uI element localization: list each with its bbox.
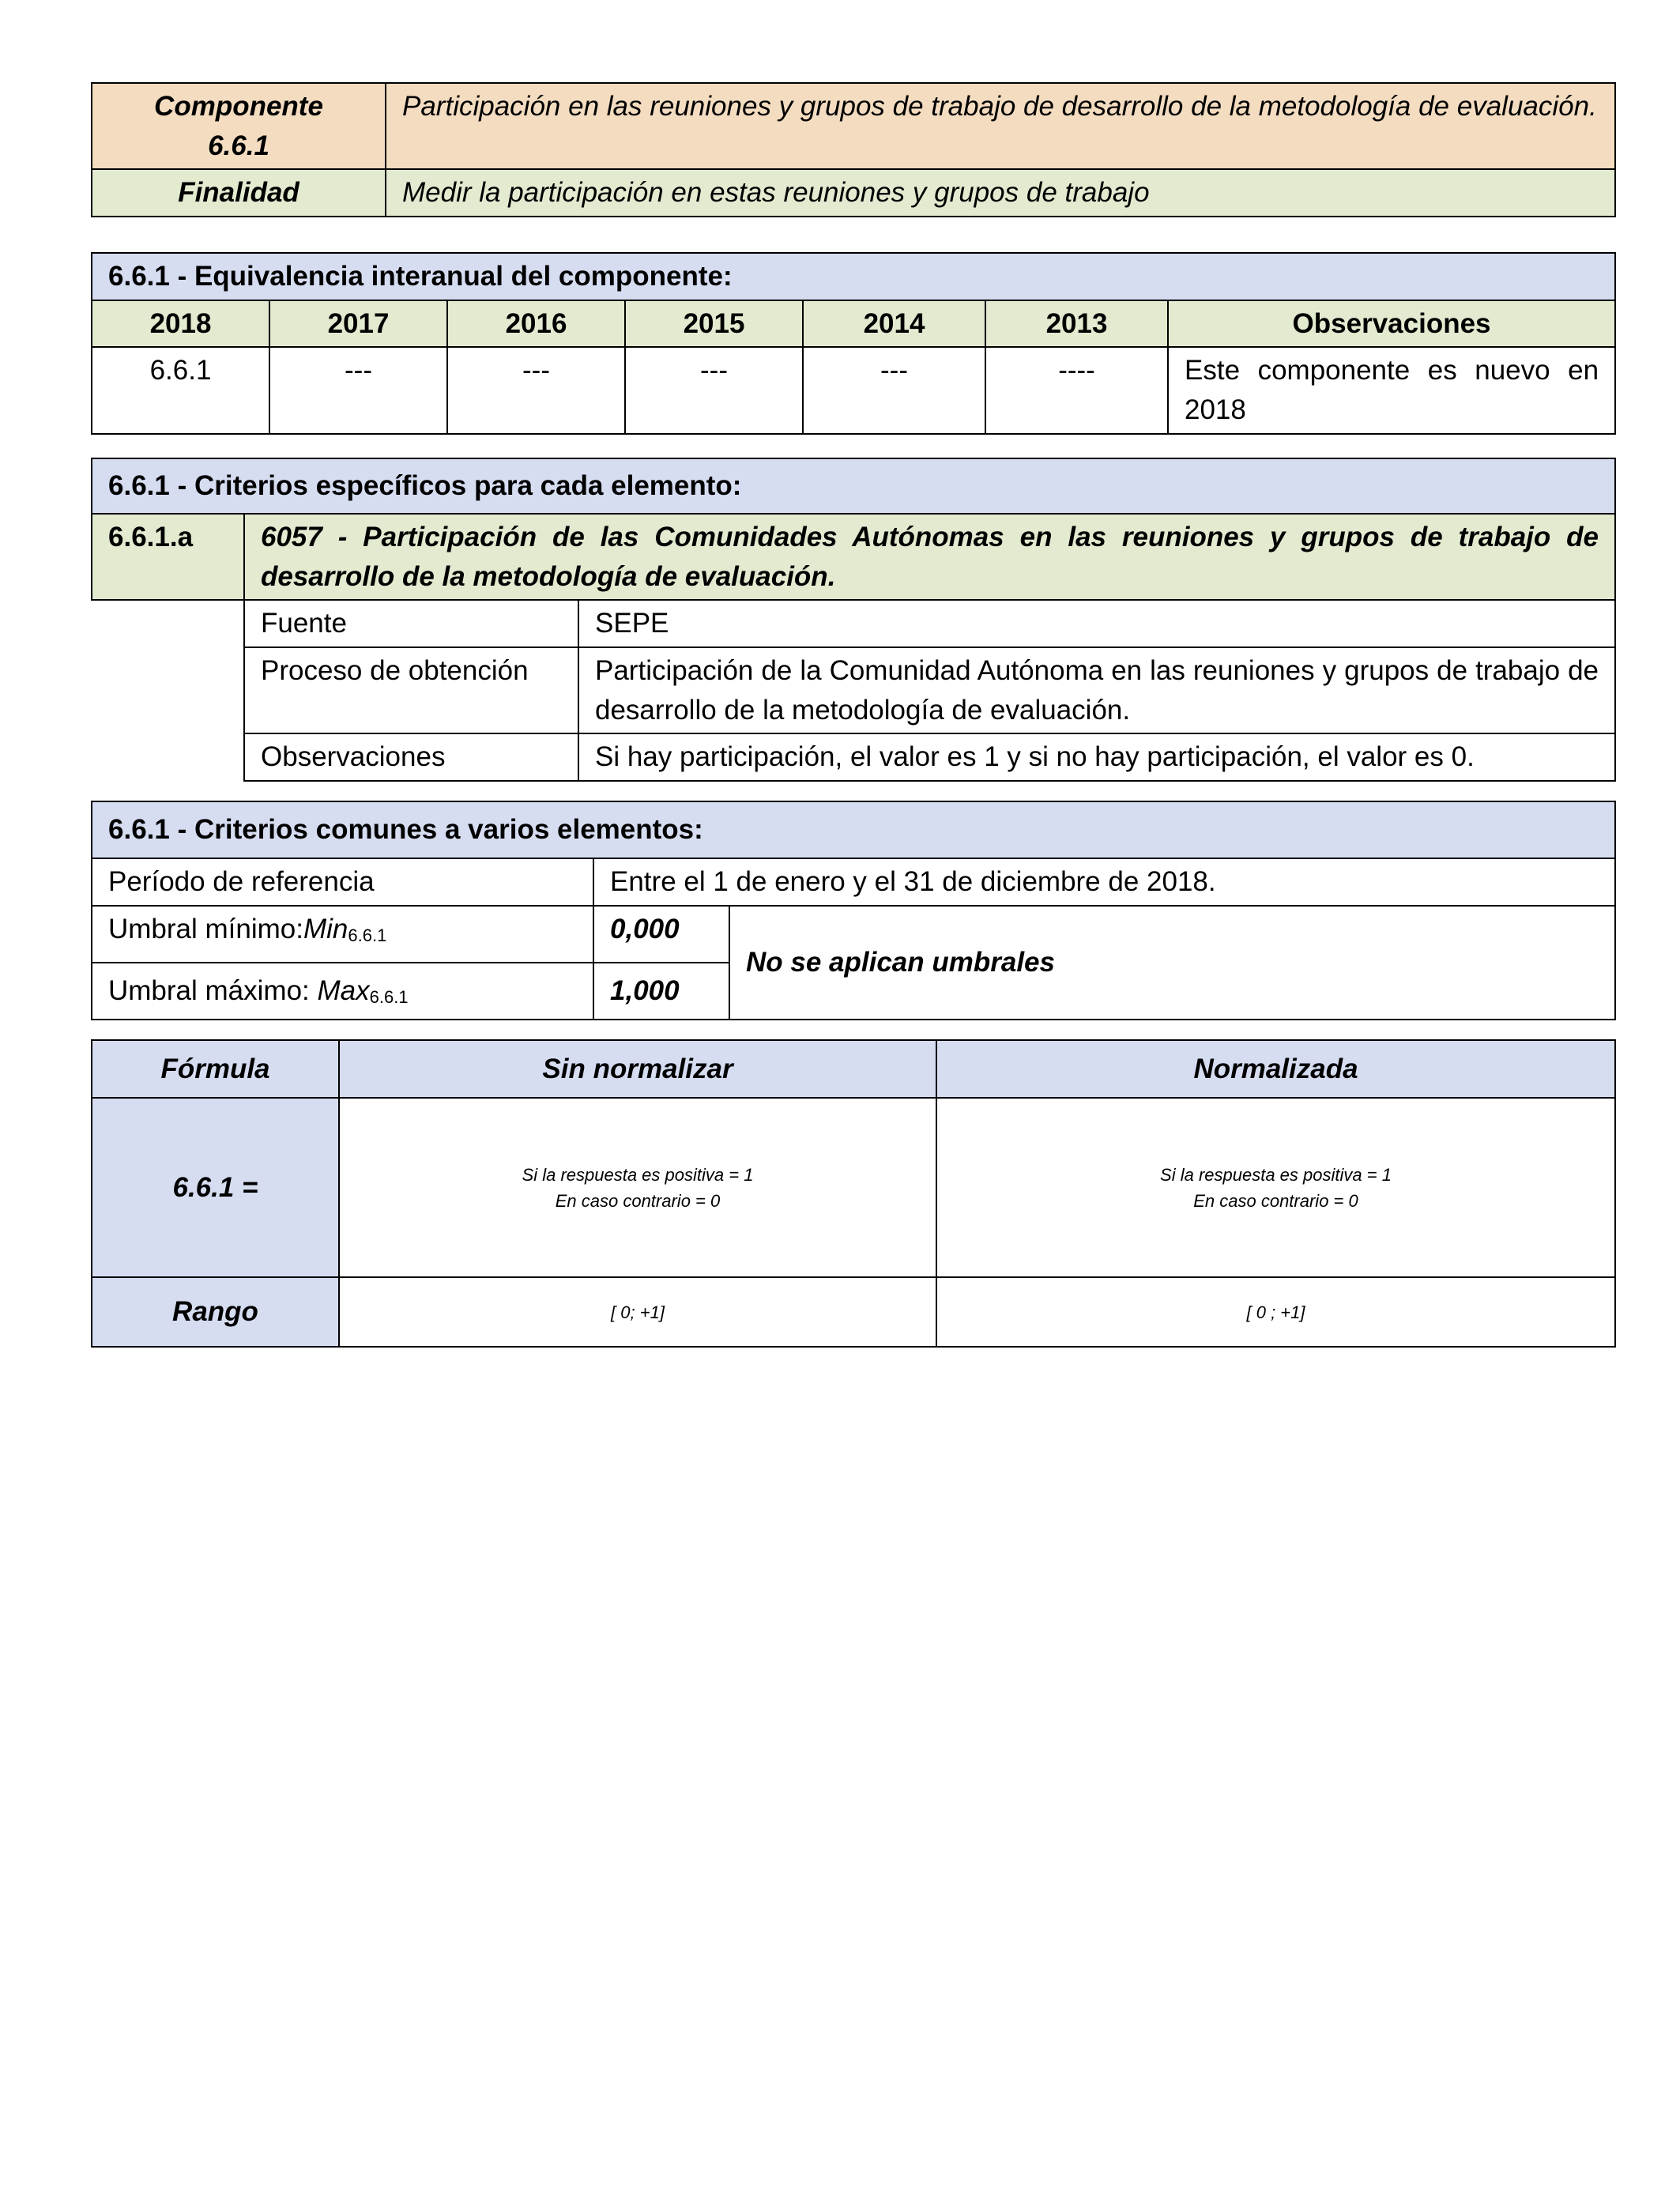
component-label-line2: 6.6.1 (208, 130, 269, 161)
observaciones-value: Si hay participación, el valor es 1 y si no hay participación, el valor es 0. (578, 733, 1615, 781)
header-2015: 2015 (625, 300, 803, 348)
max-subscript: 6.6.1 (369, 986, 409, 1007)
min-subscript: 6.6.1 (348, 925, 387, 945)
header-2014: 2014 (803, 300, 985, 348)
cell-2013: ---- (985, 347, 1168, 433)
component-table (91, 82, 1616, 217)
formula-header: Fórmula (92, 1040, 339, 1098)
observaciones-label: Observaciones (244, 733, 578, 781)
header-2013: 2013 (985, 300, 1168, 348)
raw-range: [ 0; +1] (339, 1277, 936, 1347)
normalized-formula-line1: Si la respuesta es positiva = 1 (1160, 1164, 1392, 1185)
range-label: Rango (92, 1277, 339, 1347)
spacer-cell (92, 600, 244, 647)
equivalence-title: 6.6.1 - Equivalencia interanual del componente: (92, 253, 1615, 300)
common-criteria-title: 6.6.1 - Criterios comunes a varios elementos: (92, 801, 1615, 858)
purpose-label: Finalidad (92, 169, 386, 217)
formula-label: 6.6.1 = (92, 1098, 339, 1277)
max-label-text: Umbral máximo: (108, 974, 318, 1006)
element-title: 6057 - Participación de las Comunidades Autónomas en las reuniones y grupos de trabajo de desarrollo de la metodología de evaluación. (244, 514, 1615, 600)
header-observaciones: Observaciones (1168, 300, 1615, 348)
raw-formula-line1: Si la respuesta es positiva = 1 (522, 1164, 754, 1185)
spacer-cell (92, 733, 244, 781)
period-label: Período de referencia (92, 858, 593, 906)
header-2018: 2018 (92, 300, 269, 348)
element-code: 6.6.1.a (92, 514, 244, 600)
normalized-range: [ 0 ; +1] (936, 1277, 1615, 1347)
common-criteria-table (91, 801, 1616, 1020)
cell-observaciones: Este componente es nuevo en 2018 (1168, 347, 1615, 433)
proceso-label: Proceso de obtención (244, 647, 578, 733)
threshold-note: No se aplican umbrales (729, 906, 1615, 1020)
max-symbol: Max (317, 974, 370, 1006)
min-threshold-value: 0,000 (593, 906, 729, 963)
normalized-formula-line2: En caso contrario = 0 (1193, 1190, 1358, 1211)
max-threshold-value: 1,000 (593, 963, 729, 1020)
min-label-text: Umbral mínimo: (108, 913, 303, 944)
spacer-cell (92, 647, 244, 733)
specific-criteria-title: 6.6.1 - Criterios específicos para cada elemento: (92, 458, 1615, 514)
fuente-value: SEPE (578, 600, 1615, 647)
header-2017: 2017 (269, 300, 447, 348)
header-2016: 2016 (447, 300, 625, 348)
proceso-value: Participación de la Comunidad Autónoma en las reuniones y grupos de trabajo de desarrollo de la metodología de evaluación. (578, 647, 1615, 733)
component-description: Participación en las reuniones y grupos de trabajo de desarrollo de la metodología de evaluación. (386, 83, 1615, 169)
cell-2015: --- (625, 347, 803, 433)
cell-2018: 6.6.1 (92, 347, 269, 433)
normalized-header: Normalizada (936, 1040, 1615, 1098)
cell-2016: --- (447, 347, 625, 433)
normalized-formula (936, 1098, 1615, 1277)
min-threshold-label (92, 906, 593, 963)
raw-formula (339, 1098, 936, 1277)
cell-2014: --- (803, 347, 985, 433)
component-label-line1: Componente (154, 91, 323, 122)
max-threshold-label (92, 963, 593, 1020)
min-symbol: Min (303, 913, 348, 944)
formula-table (91, 1039, 1616, 1348)
purpose-text: Medir la participación en estas reuniones y grupos de trabajo (386, 169, 1615, 217)
period-value: Entre el 1 de enero y el 31 de diciembre de 2018. (593, 858, 1615, 906)
cell-2017: --- (269, 347, 447, 433)
fuente-label: Fuente (244, 600, 578, 647)
raw-formula-line2: En caso contrario = 0 (555, 1190, 721, 1211)
component-label (92, 83, 386, 169)
raw-header: Sin normalizar (339, 1040, 936, 1098)
specific-criteria-table (91, 458, 1616, 782)
equivalence-table (91, 252, 1616, 435)
